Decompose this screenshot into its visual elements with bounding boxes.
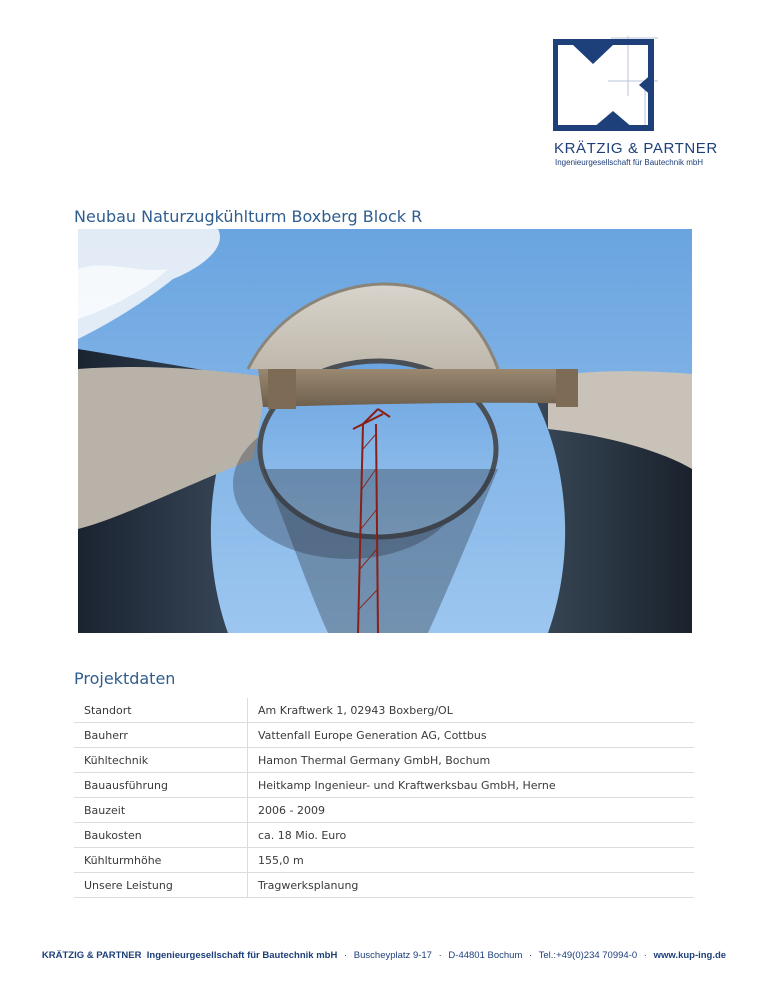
table-row (74, 723, 694, 748)
logo-company-subtitle: Ingenieurgesellschaft für Bautechnik mbH (555, 158, 704, 167)
footer-company: KRÄTZIG & PARTNER (41, 950, 142, 961)
table-row (74, 823, 694, 848)
row-label: Unsere Leistung (74, 873, 248, 898)
row-label: Standort (74, 698, 248, 723)
row-value: Heitkamp Ingenieur- und Kraftwerksbau GmbH, Herne (248, 773, 695, 798)
section-title: Projektdaten (74, 669, 176, 688)
cooling-tower-photo (78, 229, 692, 633)
table-row (74, 798, 694, 823)
row-value: 155,0 m (248, 848, 695, 873)
logo-mark-icon (553, 36, 723, 136)
company-logo (553, 36, 723, 171)
row-label: Kühlturmhöhe (74, 848, 248, 873)
row-value: ca. 18 Mio. Euro (248, 823, 695, 848)
page-footer: KRÄTZIG & PARTNER Ingenieurgesellschaft für Bautechnik mbH · Buscheyplatz 9-17 · D-44801 Bochum · Tel.:+49(0)234 70994-0 · www.kup-ing.de (41, 950, 727, 961)
table-row (74, 848, 694, 873)
row-value: Tragwerksplanung (248, 873, 695, 898)
footer-city: D-44801 Bochum (448, 950, 523, 961)
project-title: Neubau Naturzugkühlturm Boxberg Block R (74, 207, 423, 226)
table-row (74, 698, 694, 723)
row-value: Vattenfall Europe Generation AG, Cottbus (248, 723, 695, 748)
row-value: 2006 - 2009 (248, 798, 695, 823)
row-label: Bauherr (74, 723, 248, 748)
table-row (74, 773, 694, 798)
row-label: Kühltechnik (74, 748, 248, 773)
row-label: Bauausführung (74, 773, 248, 798)
row-label: Bauzeit (74, 798, 248, 823)
logo-company-name: KRÄTZIG & PARTNER (554, 140, 718, 157)
row-value: Am Kraftwerk 1, 02943 Boxberg/OL (248, 698, 695, 723)
table-row (74, 873, 694, 898)
row-label: Baukosten (74, 823, 248, 848)
footer-website-link[interactable]: www.kup-ing.de (653, 950, 727, 961)
row-value: Hamon Thermal Germany GmbH, Bochum (248, 748, 695, 773)
footer-address: Buscheyplatz 9-17 (353, 950, 432, 961)
table-row (74, 748, 694, 773)
footer-phone: Tel.:+49(0)234 70994-0 (538, 950, 638, 961)
footer-company-sub: Ingenieurgesellschaft für Bautechnik mbH (146, 950, 338, 961)
project-data-table (74, 698, 694, 898)
